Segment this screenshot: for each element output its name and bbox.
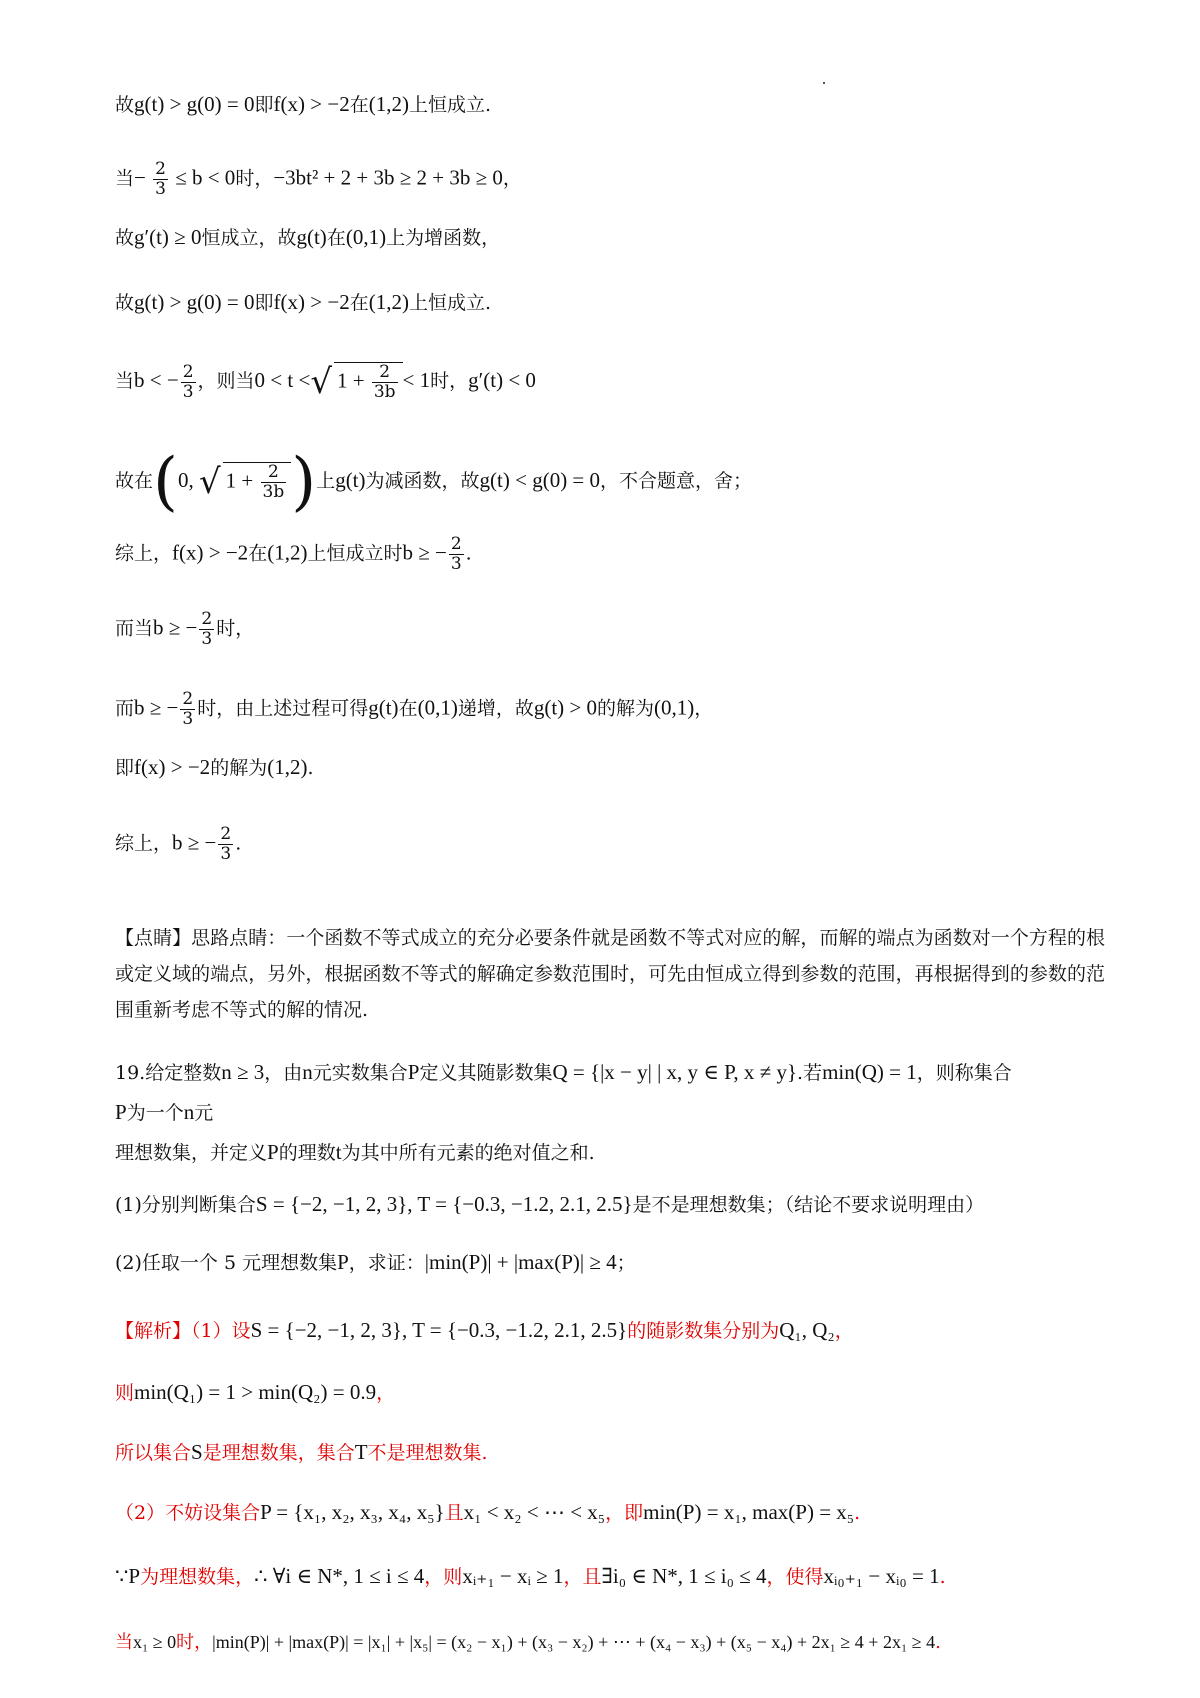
question-part-1	[115, 1192, 984, 1217]
text: （2）不妨设集合	[115, 1502, 261, 1524]
text: 理想数集，并定义	[115, 1142, 268, 1164]
math: (0,1)	[345, 225, 387, 249]
question-19-line-1	[115, 1060, 1012, 1085]
math: xᵢ₀₊₁ − xᵢ₀ = 1	[823, 1564, 940, 1588]
denominator: 3	[182, 709, 194, 729]
text: 在	[248, 542, 268, 565]
math: (1,2)	[368, 290, 409, 314]
text: (2)任取一个 5 元理想数集	[115, 1252, 338, 1274]
text: 综上，	[115, 542, 173, 565]
numerator: 2	[201, 609, 213, 629]
line-1	[115, 92, 491, 117]
text: 时，由上述过程可得	[197, 697, 369, 720]
text: .	[235, 832, 242, 855]
radicand	[223, 462, 292, 502]
math: (0,1)	[417, 695, 458, 720]
text: ，求证：	[348, 1252, 425, 1274]
solution-line-2	[115, 1380, 395, 1405]
math: b ≥ −	[172, 830, 217, 855]
math: ∴ ∀i ∈ N*, 1 ≤ i ≤ 4	[254, 1564, 425, 1588]
text: 19.给定整数	[115, 1062, 222, 1084]
math: ≤ b < 0	[169, 165, 236, 190]
math: (0,1)	[654, 695, 695, 720]
math: 1 +	[225, 468, 259, 493]
math: n ≥ 3	[221, 1060, 265, 1084]
numerator: 2	[450, 534, 462, 554]
line-8	[115, 610, 254, 649]
numerator: 2	[372, 363, 398, 383]
numerator: 2	[182, 689, 194, 709]
question-19-line-3	[115, 1140, 595, 1165]
text: 即	[254, 94, 274, 116]
line-2	[115, 160, 522, 199]
math: x₁ < x₂ < ⋯ < x₅	[463, 1500, 606, 1524]
denominator: 3b	[262, 482, 285, 502]
text: ，	[694, 697, 714, 720]
math: < 1	[402, 368, 431, 392]
fraction	[180, 690, 195, 729]
math: f(x) > −2	[273, 290, 350, 314]
tip-paragraph: 【点睛】思路点睛：一个函数不等式成立的充分必要条件就是函数不等式对应的解，而解的端点为函数对一个方程的根或定义域的端点，另外，根据函数不等式的解确定参数范围时，可先由恒成立得到参数的范围，再根据得到的参数的范围重新考虑不等式的解的情况.	[115, 927, 1105, 1021]
text: 即	[115, 757, 135, 779]
solution-line-4	[115, 1500, 860, 1525]
text: 【解析】（1）设	[115, 1320, 251, 1342]
text: ，即	[605, 1502, 644, 1524]
text: 在	[326, 227, 346, 249]
text: 的理数	[278, 1142, 336, 1164]
math: S	[191, 1440, 203, 1464]
numerator: 2	[220, 824, 232, 844]
text: 当	[115, 370, 135, 392]
text: ，	[502, 167, 522, 190]
math: P	[267, 1140, 279, 1164]
line-5	[115, 362, 536, 402]
math: min(Q) = 1	[822, 1060, 917, 1084]
math: −3bt² + 2 + 3b ≥ 2 + 3b ≥ 0	[273, 165, 503, 190]
text: 递增，故	[457, 697, 534, 720]
text: 而	[115, 697, 135, 720]
math: g′(t) ≥ 0	[134, 225, 202, 249]
math: (1,2)	[267, 755, 308, 779]
text: 在	[398, 697, 418, 720]
solution-line-1	[115, 1318, 854, 1343]
text: (1)分别判断集合	[115, 1194, 256, 1216]
text: ，则称集合	[916, 1062, 1012, 1084]
text: 故在	[115, 470, 154, 492]
math: (1,2)	[368, 92, 409, 116]
text: .	[307, 757, 314, 779]
numerator: 2	[182, 361, 194, 382]
math: (1,2)	[267, 540, 308, 565]
fraction	[449, 535, 464, 574]
math: f(x) > −2	[273, 92, 350, 116]
math: g(t) > g(0) = 0	[134, 290, 255, 314]
radicand	[334, 362, 403, 402]
solution-line-3	[115, 1440, 488, 1465]
text: .若	[797, 1062, 823, 1084]
text: .	[939, 1566, 946, 1588]
numerator: 2	[261, 463, 287, 483]
numerator: 2	[155, 159, 166, 179]
math: n	[302, 1060, 313, 1084]
math: P	[128, 1564, 141, 1588]
math: b < −	[134, 368, 179, 392]
text: ，且	[563, 1566, 602, 1588]
text: ，不合题意，舍；	[600, 470, 753, 492]
text: 时，	[216, 617, 255, 640]
text: .	[935, 1632, 941, 1653]
math: b ≥ −	[134, 695, 179, 720]
text: 为减函数，故	[365, 470, 480, 492]
math: P = {x₁, x₂, x₃, x₄, x₅}	[260, 1500, 445, 1524]
text: 即	[254, 292, 274, 314]
denominator: 3	[450, 554, 462, 574]
math: |min(P)| + |max(P)| = |x₁| + |x₅| = (x₂ − x₁) + (x₃ − x₂) + ⋯ + (x₄ − x₃) + (x₅ − x₄) + 2x₁ ≥ 4 + 2x₁ ≥ 4	[212, 1632, 936, 1652]
math: S = {−2, −1, 2, 3}, T = {−0.3, −1.2, 2.1, 2.5}	[255, 1192, 633, 1216]
text: ；	[616, 1252, 636, 1274]
denominator: 3	[201, 629, 213, 649]
text: 不是理想数集.	[367, 1442, 488, 1464]
math: n	[183, 1100, 195, 1124]
math: g(t)	[368, 695, 399, 720]
math: min(Q₁) = 1 > min(Q₂) = 0.9	[134, 1380, 377, 1404]
denominator: 3b	[373, 382, 396, 402]
text: 元	[194, 1102, 214, 1124]
math: |min(P)| + |max(P)| ≥ 4	[424, 1250, 617, 1274]
text: 恒成立，故	[201, 227, 297, 249]
math: b ≥ −	[402, 540, 447, 565]
text: 而当	[115, 617, 154, 640]
math: t	[335, 1140, 342, 1164]
text: ，	[376, 1382, 396, 1404]
math: P	[337, 1250, 349, 1274]
math: ∵	[115, 1564, 129, 1588]
text: 定义其随影数集	[419, 1062, 553, 1084]
text: 在	[349, 292, 369, 314]
solution-line-5	[115, 1564, 946, 1589]
line-4	[115, 290, 491, 315]
text: .	[465, 542, 472, 565]
math: g(t) > 0	[533, 695, 598, 720]
text: ，则	[424, 1566, 463, 1588]
math: f(x) > −2	[172, 540, 249, 565]
math: P	[407, 1060, 420, 1084]
text: 在	[349, 94, 369, 116]
math: min(P) = x₁, max(P) = x₅	[643, 1500, 855, 1524]
text: .	[854, 1502, 861, 1524]
denominator: 3	[182, 381, 194, 402]
text: 的解为	[597, 697, 655, 720]
text: 所以集合	[115, 1442, 192, 1464]
line-11	[115, 825, 241, 864]
solution-line-6	[115, 1630, 941, 1655]
math: S = {−2, −1, 2, 3}, T = {−0.3, −1.2, 2.1, 2.5}	[250, 1318, 628, 1342]
text: 是理想数集，集合	[202, 1442, 355, 1464]
math: 0 < t <	[254, 368, 311, 392]
text: 上恒成立时	[307, 542, 403, 565]
line-10	[115, 755, 314, 780]
fraction	[153, 160, 168, 199]
text: 为一个	[126, 1102, 184, 1124]
speck	[823, 82, 825, 84]
line-9	[115, 690, 713, 729]
text: ，	[834, 1320, 854, 1342]
denominator: 3	[155, 179, 166, 199]
text: 故	[115, 227, 135, 249]
fraction	[261, 463, 287, 502]
text: 且	[444, 1502, 464, 1524]
line-7	[115, 535, 472, 574]
fraction	[181, 363, 196, 402]
text: 当	[115, 1632, 133, 1653]
denominator: 3	[220, 844, 232, 864]
text: 则	[115, 1382, 135, 1404]
math: g(t)	[335, 468, 366, 492]
text: 元实数集合	[312, 1062, 408, 1084]
math: Q = {|x − y| | x, y ∈ P, x ≠ y}	[552, 1060, 798, 1084]
sqrt-symbol: √	[198, 462, 221, 502]
text: 上为增函数，	[386, 227, 501, 249]
math: ∃i₀ ∈ N*, 1 ≤ i₀ ≤ 4	[601, 1564, 767, 1588]
text: 是不是理想数集；（结论不要求说明理由）	[632, 1194, 985, 1216]
math: b ≥ −	[153, 615, 198, 640]
question-part-2	[115, 1250, 636, 1275]
line-3	[115, 225, 500, 250]
math: g(t) < g(0) = 0	[479, 468, 601, 492]
math: xᵢ₊₁ − xᵢ ≥ 1	[462, 1564, 564, 1588]
fraction	[199, 610, 214, 649]
text: 时，	[235, 167, 274, 190]
math: x₁ ≥ 0	[133, 1632, 177, 1652]
math: g(t)	[296, 225, 327, 249]
text: 上恒成立.	[408, 94, 492, 116]
text: 时，	[430, 370, 469, 392]
text: ，由	[264, 1062, 303, 1084]
line-6	[115, 445, 753, 519]
math: f(x) > −2	[134, 755, 211, 779]
text: ，则当	[197, 370, 255, 392]
math: P	[115, 1100, 127, 1124]
math: Q₁, Q₂	[779, 1318, 835, 1342]
text: 的解为	[210, 757, 268, 779]
text: ，使得	[766, 1566, 824, 1588]
question-19-line-2	[115, 1100, 213, 1125]
math: 0,	[177, 468, 199, 492]
text: 当	[115, 167, 135, 190]
text: 时，	[176, 1632, 213, 1653]
text: 为理想数集，	[140, 1566, 255, 1588]
math: T	[354, 1440, 368, 1464]
fraction	[372, 363, 398, 402]
text: 的随影数集分别为	[627, 1320, 780, 1342]
text: 故	[115, 292, 135, 314]
open-paren: (	[153, 445, 178, 519]
text: 故	[115, 94, 135, 116]
text: 上	[316, 470, 336, 492]
math: −	[134, 165, 152, 190]
text: 综上，	[115, 832, 173, 855]
fraction	[218, 825, 233, 864]
sqrt-symbol: √	[310, 362, 332, 402]
text: 上恒成立.	[408, 292, 492, 314]
close-paren: )	[291, 445, 317, 519]
math: 1 +	[337, 368, 370, 393]
text: 为其中所有元素的绝对值之和.	[341, 1142, 595, 1164]
math: g(t) > g(0) = 0	[134, 92, 255, 116]
math: g′(t) < 0	[468, 368, 536, 392]
